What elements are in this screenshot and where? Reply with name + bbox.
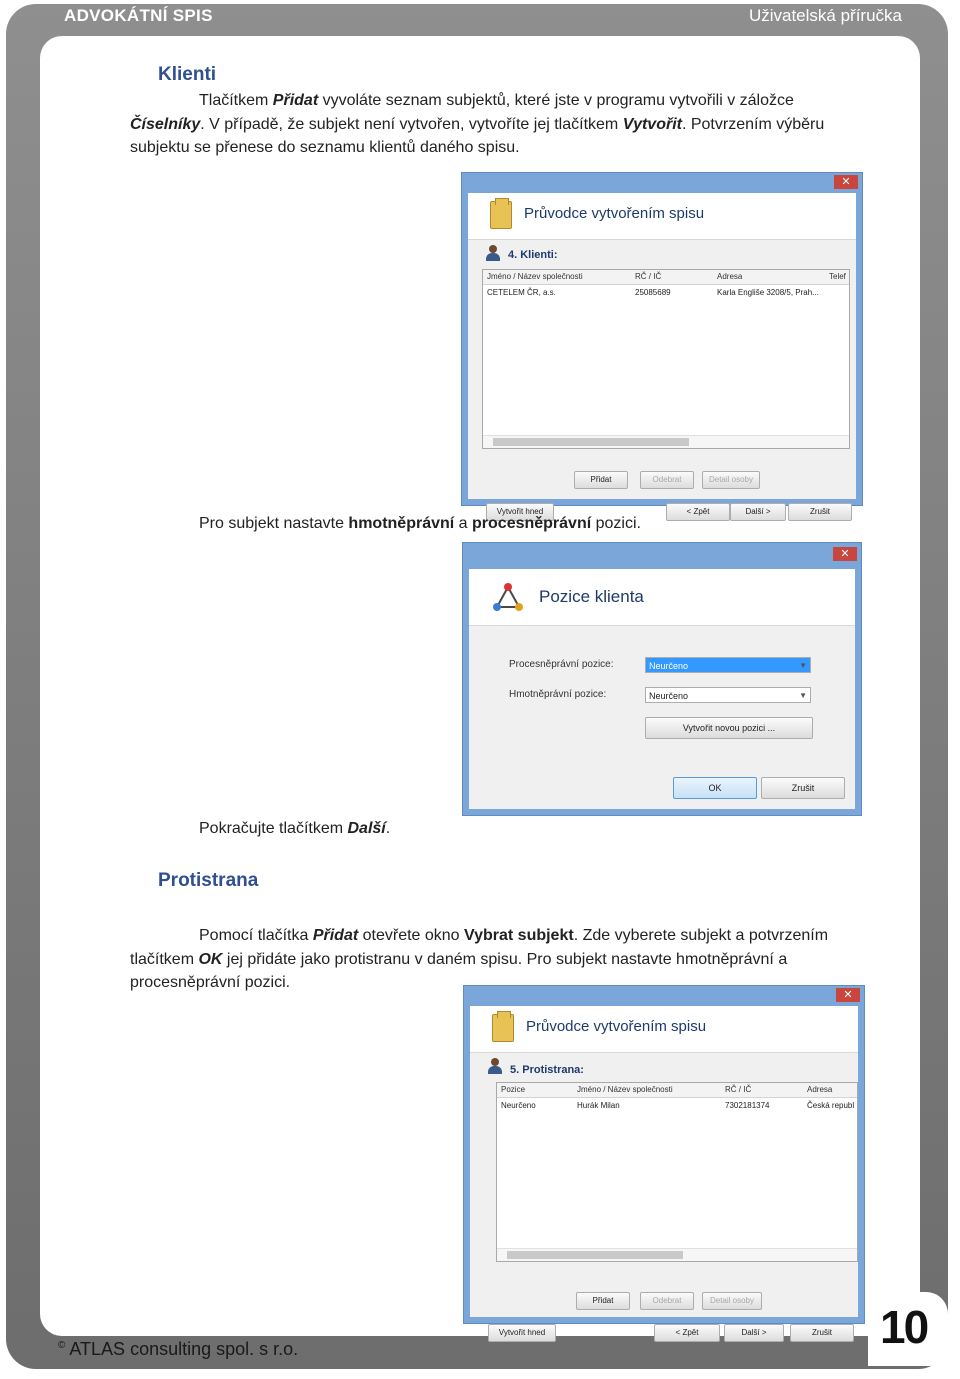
copyright-symbol: © (58, 1340, 66, 1351)
text-emphasis: Další (347, 820, 386, 837)
folder-icon (492, 1014, 514, 1042)
text-emphasis: Přidat (272, 92, 319, 109)
create-new-position-button[interactable]: Vytvořit novou pozici ... (645, 717, 813, 739)
select-value: Neurčeno (649, 661, 689, 671)
remove-button[interactable]: Odebrat (640, 471, 694, 489)
dialog-title: Průvodce vytvořením spisu (524, 205, 705, 222)
back-button[interactable]: < Zpět (666, 503, 730, 521)
grid-header (497, 1083, 857, 1098)
text-emphasis: OK (198, 950, 223, 968)
section2-paragraph-1 (130, 924, 870, 995)
dialog-body (469, 569, 855, 809)
cancel-button[interactable]: Zrušit (788, 503, 852, 521)
text-emphasis: Číselníky (130, 115, 201, 133)
ok-button[interactable]: OK (673, 777, 757, 799)
add-button[interactable]: Přidat (574, 471, 628, 489)
table-cell: Karla Engliše 3208/5, Prah... (717, 288, 819, 297)
text: otevřete okno (358, 927, 465, 944)
text: subjektu se přenese do seznamu klientů daného spisu. (130, 139, 520, 156)
create-now-button[interactable]: Vytvořit hned (488, 1324, 556, 1342)
text: procesněprávní pozici. (130, 974, 291, 991)
text: jej přidáte jako protistranu v daném spisu. Pro subjekt nastavte hmotněprávní a (222, 950, 788, 968)
step-label: 4. Klienti: (508, 249, 558, 261)
procedural-position-label: Procesněprávní pozice: (509, 659, 614, 670)
add-button[interactable]: Přidat (576, 1292, 630, 1310)
text-emphasis: Vytvořit (622, 115, 682, 133)
column-header[interactable]: RČ / IČ (725, 1085, 752, 1094)
footer-copyright (58, 1339, 298, 1360)
next-button[interactable]: Další > (724, 1324, 784, 1342)
text: Tlačítkem (199, 92, 273, 109)
text-emphasis: Vybrat subjekt (464, 927, 574, 944)
table-cell: Neurčeno (501, 1101, 536, 1110)
cancel-button[interactable]: Zrušit (790, 1324, 854, 1342)
opposing-party-grid[interactable] (496, 1082, 858, 1262)
company-name: ATLAS consulting spol. s r.o. (69, 1339, 299, 1359)
text: a (454, 515, 473, 532)
table-cell: CETELEM ČR, a.s. (487, 288, 556, 297)
column-header[interactable]: Telef (829, 272, 846, 281)
column-header[interactable]: Pozice (501, 1085, 526, 1094)
dialog-title-band (470, 1006, 858, 1053)
section1-paragraph-2 (199, 512, 641, 536)
chevron-down-icon: ▼ (799, 661, 807, 670)
user-icon (486, 245, 500, 261)
dialog-body (470, 1006, 858, 1337)
text-emphasis: hmotněprávní (348, 515, 455, 532)
procedural-position-select[interactable] (645, 657, 811, 673)
dialog-title: Průvodce vytvořením spisu (526, 1018, 707, 1035)
section1-paragraph-1 (130, 89, 870, 160)
step-label: 5. Protistrana: (510, 1064, 584, 1076)
column-header[interactable]: Adresa (717, 272, 743, 281)
table-cell: 7302181374 (725, 1101, 770, 1110)
text-emphasis: procesněprávní (472, 515, 592, 532)
table-cell: Česká republ (807, 1101, 855, 1110)
detail-button[interactable]: Detail osoby (702, 471, 760, 489)
text: . V případě, že subjekt není vytvořen, vytvoříte jej tlačítkem (200, 115, 623, 133)
close-button[interactable]: ✕ (836, 988, 860, 1002)
dialog-title-band (468, 193, 856, 240)
material-position-label: Hmotněprávní pozice: (509, 689, 607, 700)
scrollbar-thumb[interactable] (493, 438, 689, 446)
text: Pokračujte tlačítkem (199, 820, 348, 837)
remove-button[interactable]: Odebrat (640, 1292, 694, 1310)
client-position-dialog (462, 542, 862, 816)
wizard-dialog-clients (461, 172, 863, 516)
column-header[interactable]: Jméno / Název společnosti (487, 272, 583, 281)
header-product-name: ADVOKÁTNÍ SPIS (64, 6, 213, 25)
column-header[interactable]: Adresa (807, 1085, 833, 1094)
create-now-button[interactable]: Vytvořit hned (486, 503, 554, 521)
clients-grid[interactable] (482, 269, 850, 449)
scrollbar-thumb[interactable] (507, 1251, 683, 1259)
back-button[interactable]: < Zpět (654, 1324, 720, 1342)
text: . Zde vyberete subjekt a potvrzením (573, 927, 829, 944)
wizard-dialog-opposing-party (463, 985, 865, 1337)
close-button[interactable]: ✕ (833, 547, 857, 561)
material-position-select[interactable] (645, 687, 811, 703)
chevron-down-icon: ▼ (799, 691, 807, 700)
text: . (385, 820, 391, 837)
grid-header (483, 270, 849, 285)
dialog-title: Pozice klienta (539, 587, 644, 606)
text: pozici. (591, 515, 641, 532)
detail-button[interactable]: Detail osoby (702, 1292, 762, 1310)
dialog-title-band (469, 569, 855, 626)
cancel-button[interactable]: Zrušit (761, 777, 845, 799)
section-heading-protistrana: Protistrana (158, 870, 259, 891)
folder-icon (490, 201, 512, 229)
text-emphasis: Přidat (312, 927, 359, 944)
horizontal-scrollbar[interactable] (497, 1248, 857, 1261)
text: Pro subjekt nastavte (199, 515, 349, 532)
dialog-body (468, 193, 856, 516)
column-header[interactable]: Jméno / Název společnosti (577, 1085, 673, 1094)
text: Pomocí tlačítka (199, 927, 313, 944)
page-number: 10 (880, 1301, 928, 1353)
next-button[interactable]: Další > (730, 503, 786, 521)
column-header[interactable]: RČ / IČ (635, 272, 662, 281)
text: tlačítkem (130, 950, 199, 968)
table-cell: 25085689 (635, 288, 671, 297)
text: vyvoláte seznam subjektů, které jste v programu vytvořili v záložce (318, 92, 794, 109)
section-heading-klienti: Klienti (158, 64, 217, 85)
table-cell: Hurák Milan (577, 1101, 620, 1110)
select-value: Neurčeno (649, 691, 689, 701)
text: . Potvrzením výběru (681, 115, 825, 133)
user-icon (488, 1058, 502, 1074)
horizontal-scrollbar[interactable] (483, 435, 849, 448)
section1-paragraph-3 (199, 817, 390, 841)
position-network-icon (493, 583, 523, 611)
header-document-type: Uživatelská příručka (748, 6, 902, 25)
close-button[interactable]: ✕ (834, 175, 858, 189)
